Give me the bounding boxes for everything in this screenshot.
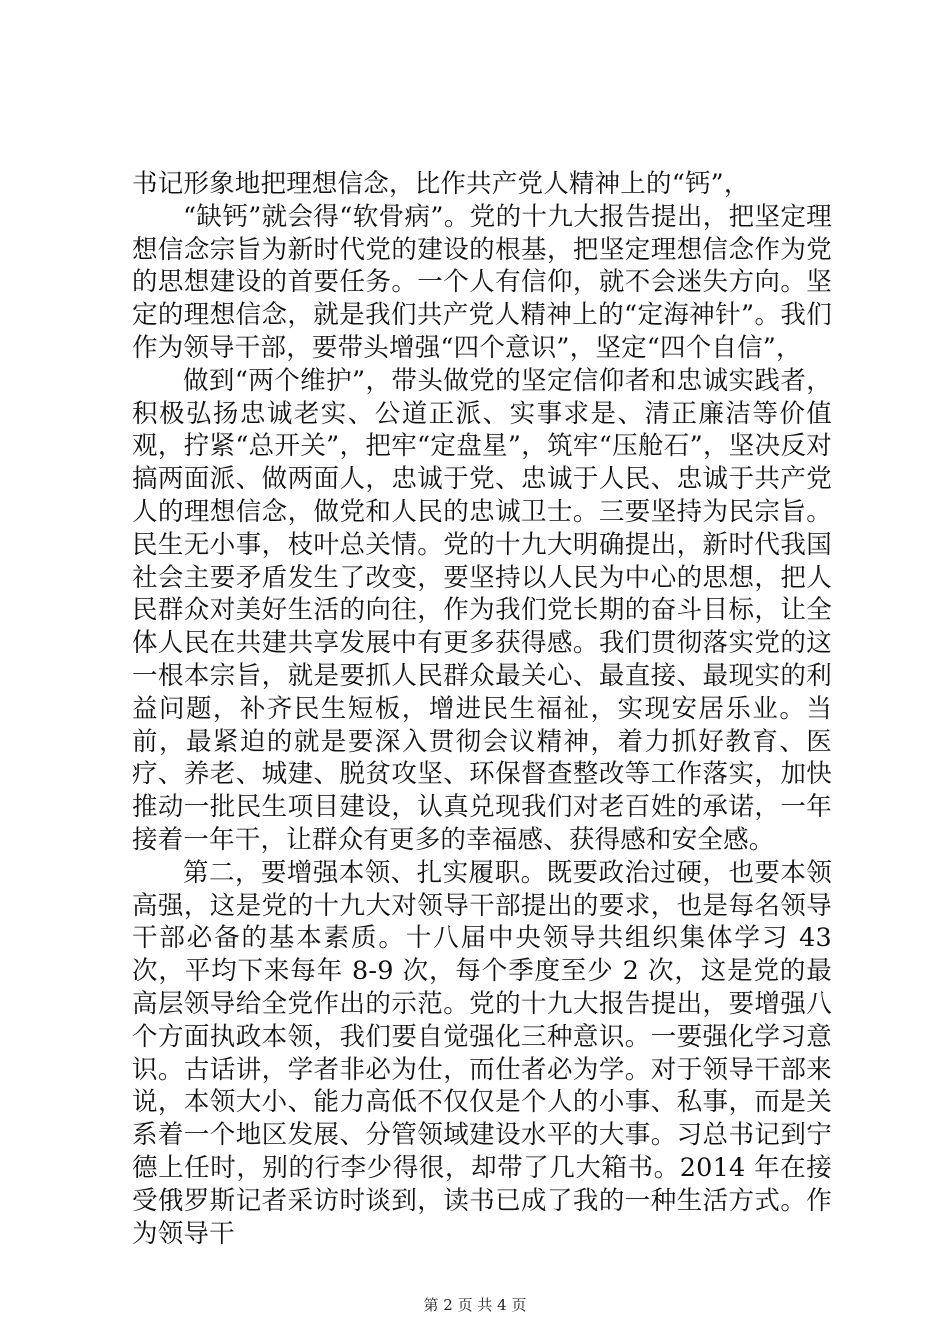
paragraph-1: 书记形象地把理想信念，比作共产党人精神上的“钙”，: [132, 169, 750, 199]
paragraph-3: 做到“两个维护”，带头做党的坚定信仰者和忠诚实践者，积极弘扬忠诚老实、公道正派、实事求是、清正廉洁等价值观，拧紧“总开关”，把牢“定盘星”，筑牢“压舱石”，坚决反对搞两面派、做两面人，忠诚于党、忠诚于人民、忠诚于共产党人的理想信念，做党和人民的忠诚卫士。三要坚持为民宗旨。民生无小事，枝叶总关情。党的十九大明确提出，新时代我国社会主要矛盾发生了改变，要坚持以人民为中心的思想，把人民群众对美好生活的向往，作为我们党长期的奋斗目标，让全体人民在共建共享发展中有更多获得感。我们贯彻落实党的这一根本宗旨，就是要抓人民群众最关心、最直接、最现实的利益问题，补齐民生短板，增进民生福祉，实现安居乐业。当前，最紧迫的就是要深入贯彻会议精神，着力抓好教育、医疗、养老、城建、脱贫攻坚、环保督查整改等工作落实，加快推动一批民生项目建设，认真兑现我们对老百姓的承诺，一年接着一年干，让群众有更多的幸福感、获得感和安全感。: [132, 365, 832, 855]
page-number-footer: 第 2 页 共 4 页: [423, 1296, 527, 1314]
paragraph-4: 第二，要增强本领、扎实履职。既要政治过硬，也要本领高强，这是党的十九大对领导干部提出的要求，也是每名领导干部必备的基本素质。十八届中央领导共组织集体学习 43 次，平均下来每年 8-9 次，每个季度至少 2 次，这是党的最高层领导给全党作出的示范。党的十九大报告提出，要增强八个方面执政本领，我们要自觉强化三种意识。一要强化学习意识。古话讲，学者非必为仕，而仕者必为学。对于领导干部来说，本领大小、能力高低不仅仅是个人的小事、私事，而是关系着一个地区发展、分管领域建设水平的大事。习总书记到宁德上任时，别的行李少得很，却带了几大箱书。2014 年在接受俄罗斯记者采访时谈到，读书已成了我的一种生活方式。作为领导干: [132, 857, 832, 1249]
paragraph-2: “缺钙”就会得“软骨病”。党的十九大报告提出，把坚定理想信念宗旨为新时代党的建设的根基，把坚定理想信念作为党的思想建设的首要任务。一个人有信仰，就不会迷失方向。坚定的理想信念，就是我们共产党人精神上的“定海神针”。我们作为领导干部，要带头增强“四个意识”，坚定“四个自信”，: [132, 201, 832, 363]
document-body: [132, 168, 832, 1250]
